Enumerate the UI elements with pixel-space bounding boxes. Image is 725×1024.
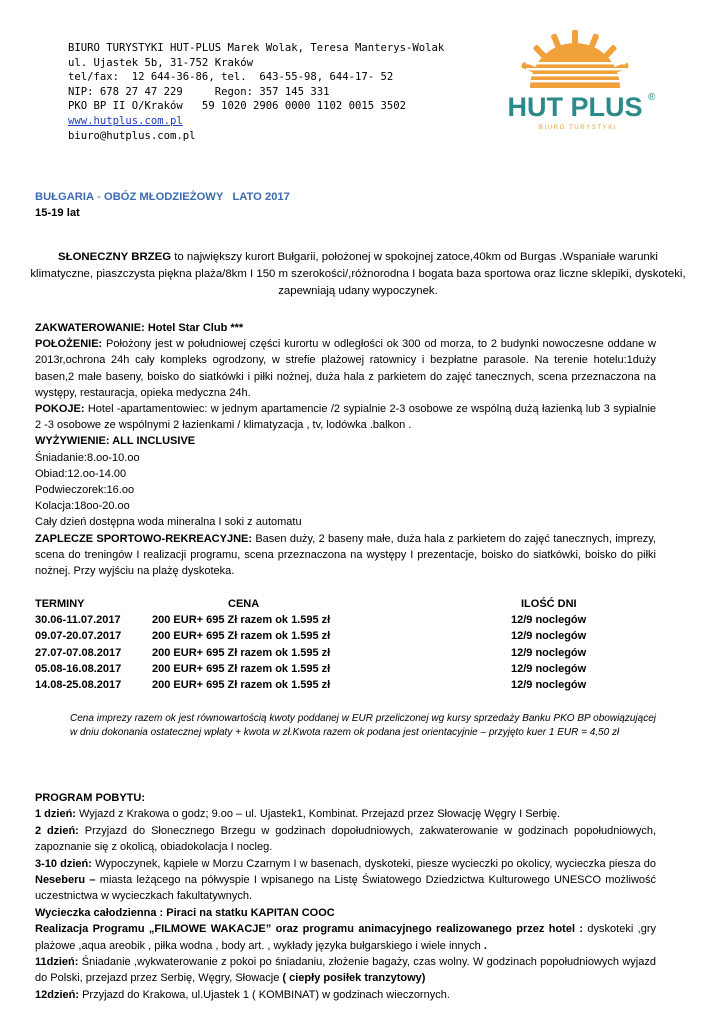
registered-mark: ® bbox=[648, 92, 656, 103]
intro-text: to największy kurort Bułgarii, położonej w spokojnej zatoce,40km od Burgas .Wspaniałe warunki klimatyczne, piaszczysta piękna plaża/8km I 150 m szerokości/,różnorodna I bogata baza sportowa oraz liczne sklepiki, dyskoteki, zapewniają udany wypoczynek. bbox=[30, 251, 686, 297]
table-row bbox=[35, 679, 641, 695]
animation-text: dyskoteki ,gry plażowe ,aqua areobik , piłka wodna , body art. , wykłady języka bułgarskiego i wiele innych bbox=[35, 923, 656, 952]
program-day bbox=[35, 856, 656, 905]
day-text: Wyjazd z Krakowa o godz; 9.oo – ul. Ujastek1, Kombinat. Przejazd przez Słowację Węgry I Serbię. bbox=[75, 808, 561, 821]
header-line: PKO BP II O/Kraków 59 1020 2906 0000 1102 0015 3502 bbox=[68, 100, 407, 113]
term-dates: 14.08-25.08.2017 bbox=[35, 678, 122, 691]
header-line: BIURO TURYSTYKI HUT-PLUS Marek Wolak, Teresa Manterys-Wolak bbox=[68, 42, 445, 54]
header-dates: TERMINY bbox=[35, 598, 85, 610]
term-nights: 12/9 noclegów bbox=[511, 662, 587, 675]
header-price: CENA bbox=[228, 598, 260, 610]
terms-header-row bbox=[35, 598, 641, 614]
header-nights: ILOŚĆ DNI bbox=[521, 598, 577, 610]
nesebar-label: Neseberu – bbox=[35, 874, 96, 887]
meal-item: Obiad:12.oo-14.00 bbox=[35, 467, 127, 480]
day-label: 1 dzień: bbox=[35, 808, 76, 821]
program-day bbox=[35, 954, 656, 987]
program-day bbox=[35, 823, 656, 856]
excursion-line: Wycieczka całodzienna : Piraci na statku KAPITAN COOC bbox=[35, 906, 335, 919]
table-row bbox=[35, 647, 641, 663]
trip-title bbox=[35, 191, 290, 203]
term-dates: 05.08-16.08.2017 bbox=[35, 662, 122, 675]
rooms-paragraph bbox=[35, 401, 656, 433]
price-note: Cena imprezy razem ok jest równowartością kwoty poddanej w EUR przeliczonej wg kursy sprzedaży Banku PKO BP obowiązującej w dniu dokonania ostatecznej wpłaty + kwota w zł.Kwota razem ok podana jest orientacyjnie – przyjęto kuer 1 EUR = 4,50 zł bbox=[70, 713, 656, 739]
sports-paragraph bbox=[35, 531, 656, 580]
header-line: NIP: 678 27 47 229 Regon: 357 145 331 bbox=[68, 85, 330, 98]
logo-subtitle: BIURO TURYSTYKI bbox=[538, 124, 618, 131]
term-dates: 30.06-11.07.2017 bbox=[35, 614, 121, 627]
term-price: 200 EUR+ 695 Zł razem ok 1.595 zł bbox=[152, 678, 331, 691]
animation-end: . bbox=[483, 939, 487, 952]
meal-item: Podwieczorek:16.oo bbox=[35, 484, 135, 497]
location-label: POŁOŻENIE: bbox=[35, 338, 103, 351]
program-day bbox=[35, 987, 656, 1003]
animation-heading: Realizacja Programu „FILMOWE WAKACJE” oraz programu animacyjnego realizowanego przez hotel : bbox=[35, 923, 584, 936]
day-label: 11dzień: bbox=[35, 956, 79, 969]
day-label: 2 dzień: bbox=[35, 824, 79, 837]
trip-country: BUŁGARIA bbox=[35, 191, 95, 203]
meal-item: Śniadanie:8.oo-10.oo bbox=[35, 451, 140, 464]
trip-age: 15-19 lat bbox=[35, 207, 80, 219]
terms-table bbox=[35, 598, 641, 695]
location-text: Położony jest w południowej części kurortu w odległości ok 300 od morza, to 2 budynki nowoczesne oddane w 2013r,ochrona 24h cały kompleks ogrodzony, w strefie plażowej ratownicy i bezpłatne parasole. Na terenie hotelu:1duży basen,2 małe baseny, boisko do siatkówki i piłki nożnej, duża hala z parkietem do zajęć tanecznych, scena przeznaczona na występy, restauracja, opieka medyczna 24h. bbox=[35, 338, 656, 399]
meal-item: Kolacja:18oo-20.oo bbox=[35, 500, 130, 513]
day-label: 3-10 dzień: bbox=[35, 857, 92, 870]
table-row bbox=[35, 614, 641, 630]
day-text: Przyjazd do Krakowa, ul.Ujastek 1 ( KOMBINAT) w godzinach wieczornych. bbox=[79, 988, 450, 1001]
day-text: Śniadanie ,wykwaterowanie z pokoi po śniadaniu, złożenie bagaży, czas wolny. W godzinach popołudniowych wyjazd do Polski, przejazd przez Serbię, Węgry, Słowacje bbox=[35, 956, 656, 985]
email-text: biuro@hutplus.com.pl bbox=[68, 129, 196, 142]
term-dates: 27.07-07.08.2017 bbox=[35, 646, 122, 659]
term-nights: 12/9 noclegów bbox=[511, 630, 587, 643]
trip-name: OBÓZ MŁODZIEŻOWY LATO 2017 bbox=[104, 191, 290, 203]
accommodation-heading: ZAKWATEROWANIE: Hotel Star Club *** bbox=[35, 322, 244, 334]
term-nights: 12/9 noclegów bbox=[511, 614, 587, 627]
table-row bbox=[35, 663, 641, 679]
term-price: 200 EUR+ 695 Zł razem ok 1.595 zł bbox=[152, 614, 331, 627]
accommodation-section bbox=[35, 320, 656, 579]
term-price: 200 EUR+ 695 Zł razem ok 1.595 zł bbox=[152, 662, 331, 675]
sports-text: Basen duży, 2 baseny małe, duża hala z parkietem do zajęć tanecznych, imprezy, scena do treningów I realizacji programu, scena przeznaczona na występy I prezentacje, boisko do siatkówki, boisko do piłki nożnej. Przy wyjściu na plażę dyskoteka. bbox=[35, 532, 656, 578]
term-dates: 09.07-20.07.2017 bbox=[35, 630, 122, 643]
logo-name: HUT PLUS bbox=[507, 92, 643, 122]
sports-label: ZAPLECZE SPORTOWO-REKREACYJNE: bbox=[35, 532, 253, 545]
term-price: 200 EUR+ 695 Zł razem ok 1.595 zł bbox=[152, 646, 331, 659]
header-line: tel/fax: 12 644-36-86, tel. 643-55-98, 644-17- 52 bbox=[68, 71, 394, 84]
program-heading: PROGRAM POBYTU: bbox=[35, 792, 145, 804]
sun-icon bbox=[521, 30, 629, 88]
day-text: Przyjazd do Słonecznego Brzegu w godzinach dopołudniowych, zakwaterowanie w godzinach popołudniowych, zapoznanie się z okolicą, obiadokolacja I nocleg. bbox=[35, 824, 656, 854]
term-nights: 12/9 noclegów bbox=[511, 678, 587, 691]
rooms-label: POKOJE: bbox=[35, 403, 85, 416]
agency-header bbox=[68, 41, 444, 143]
meal-item: Cały dzień dostępna woda mineralna I soki z automatu bbox=[35, 516, 302, 529]
transit-meal: ( ciepły posiłek tranzytowy) bbox=[282, 972, 426, 985]
table-row bbox=[35, 630, 641, 646]
rooms-text: Hotel -apartamentowiec: w jednym apartamencie /2 sypialnie 2-3 osobowe ze wspólną dużą łazienką lub 3 sypialnie 2 -3 osobowe ze wspólnymi 2 łazienkami / klimatyzacja , tv, lodówka .balkon . bbox=[35, 403, 656, 432]
intro-paragraph bbox=[28, 249, 688, 300]
program-section bbox=[35, 790, 656, 1003]
location-paragraph bbox=[35, 336, 656, 401]
food-heading: WYŻYWIENIE: ALL INCLUSIVE bbox=[35, 435, 196, 448]
day-label: 12dzień: bbox=[35, 988, 80, 1001]
day-text: Wypoczynek, kąpiele w Morzu Czarnym I w basenach, dyskoteki, piesze wycieczki po okolicy, wycieczka piesza do bbox=[91, 857, 656, 870]
program-day bbox=[35, 806, 656, 822]
term-nights: 12/9 noclegów bbox=[511, 646, 587, 659]
day-text: miasta leżącego na półwyspie I wpisanego na Listę Światowego Dziedzictwa Kulturowego UNESCO możliwość uczestnictwa w wycieczkach fakultatywnych. bbox=[35, 874, 657, 903]
title-separator: - bbox=[94, 191, 104, 203]
website-link[interactable]: www.hutplus.com.pl bbox=[68, 114, 183, 127]
header-line: ul. Ujastek 5b, 31-752 Kraków bbox=[68, 56, 253, 69]
resort-name: SŁONECZNY BRZEG bbox=[58, 251, 172, 263]
term-price: 200 EUR+ 695 Zł razem ok 1.595 zł bbox=[152, 630, 331, 643]
animation-paragraph bbox=[35, 921, 656, 954]
hut-plus-logo bbox=[486, 28, 664, 136]
